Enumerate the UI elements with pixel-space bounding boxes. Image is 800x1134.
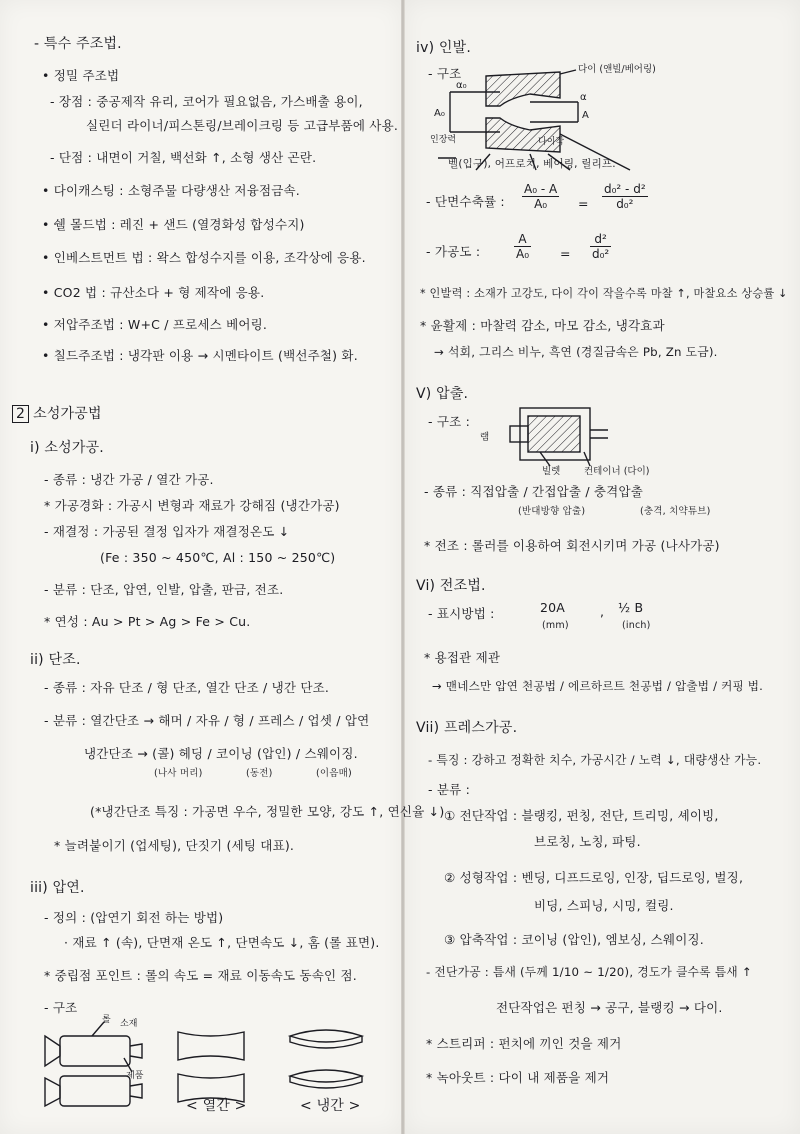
press-shear-note: 전단작업은 펀칭 → 공구, 블랭킹 → 다이. <box>496 1000 723 1015</box>
heading-extrusion: V) 압출. <box>416 386 469 402</box>
precision-disadvantages: - 단점 : 내면이 거칠, 백선화 ↑, 소형 생산 곤란. <box>50 150 317 165</box>
rolling-definition: - 정의 : (압연기 회전 하는 방법) <box>44 910 224 925</box>
lubricant: * 윤활제 : 마찰력 감소, 마모 감소, 냉각효과 <box>420 318 665 333</box>
pipe-manufacture-detail: → 맨네스만 압연 천공법 / 에르하르트 천공법 / 압출법 / 커핑 법. <box>432 679 764 693</box>
equals-sign-1: = <box>578 196 589 211</box>
press-shearing: ① 전단작업 : 블랭킹, 펀칭, 전단, 트리밍, 셰이빙, <box>444 808 719 823</box>
extrusion-diagram <box>480 406 660 476</box>
forging-extra: * 늘려붙이기 (업세팅), 단짓기 (세팅 대표). <box>54 838 295 853</box>
pipe-notation: - 표시방법 : <box>428 606 495 621</box>
product-label: 제품 <box>126 1071 144 1081</box>
die-label: 다이 (앤빌/베어링) <box>578 64 656 75</box>
force-label: 인장력 <box>430 135 457 145</box>
section-number: 2 <box>12 405 29 423</box>
rolling-detail: · 재료 ↑ (속), 단면재 온도 ↑, 단면속도 ↓, 홈 (롤 표면). <box>64 935 380 950</box>
area-ratio-label: - 단면수축률 : <box>426 194 505 209</box>
cold-forging-note-3: (이음매) <box>316 768 352 779</box>
section-title: 소성가공법 <box>33 406 102 422</box>
alpha-label: α <box>580 92 587 103</box>
lubricant-detail: → 석회, 그리스 비누, 흑연 (경질금속은 Pb, Zn 도금). <box>434 345 718 359</box>
p1-ductility: * 연성 : Au > Pt > Ag > Fe > Cu. <box>44 614 251 629</box>
heading-press: Vii) 프레스가공. <box>416 720 518 736</box>
pipe-comma: , <box>600 604 605 619</box>
press-class: - 분류 : <box>428 782 471 797</box>
forging-types: - 종류 : 자유 단조 / 형 단조, 열간 단조 / 냉간 단조. <box>44 680 330 695</box>
press-compression: ③ 압축작업 : 코이닝 (압인), 엠보싱, 스웨이징. <box>444 932 704 947</box>
p1-hardening: * 가공경화 : 가공시 변형과 재료가 강해짐 (냉간가공) <box>44 498 340 513</box>
billet-label: 빌렛 <box>542 466 561 477</box>
drawing-structure: - 구조 <box>428 66 462 81</box>
press-stripper: * 스트리퍼 : 펀치에 끼인 것을 제거 <box>426 1036 622 1051</box>
extrusion-types-note-1: (반대방향 압출) <box>518 506 586 517</box>
die-angle-label: 다이각 <box>538 137 565 147</box>
press-forming-2: 비딩, 스피닝, 시밍, 컬링. <box>534 898 674 913</box>
heading-forging: ii) 단조. <box>30 652 81 668</box>
item-die-casting: • 다이캐스팅 : 소형주물 다량생산 저융점금속. <box>42 183 300 198</box>
pipe-manufacture: * 용접관 제관 <box>424 650 501 665</box>
precision-advantages-2: 실린더 라이너/피스톤링/브레이크링 등 고급부품에 사용. <box>86 118 399 133</box>
item-chilled: • 칠드주조법 : 냉각판 이용 → 시멘타이트 (백선주철) 화. <box>42 348 358 363</box>
rolling-structure: - 구조 <box>44 1000 78 1015</box>
rolling-neutral-point: * 중립점 포인트 : 롤의 속도 = 재료 이동속도 동속인 점. <box>44 968 357 983</box>
a-label: A <box>582 110 589 121</box>
p1-types: - 종류 : 냉간 가공 / 열간 가공. <box>44 472 214 487</box>
extrusion-structure: - 구조 : <box>428 414 471 429</box>
heading-special-casting: - 특수 주조법. <box>34 36 122 52</box>
cold-forging: 냉간단조 → (콜) 헤딩 / 코이닝 (압인) / 스웨이징. <box>84 746 358 761</box>
press-shearing-2: 브로칭, 노칭, 파팅. <box>534 834 641 849</box>
p1-recryst-range: (Fe : 350 ~ 450℃, Al : 150 ~ 250℃) <box>100 550 336 565</box>
pipe-inch-unit: (inch) <box>622 620 651 631</box>
press-knockout: * 녹아웃트 : 다이 내 제품을 제거 <box>426 1070 610 1085</box>
press-shear-clearance: - 전단가공 : 틈새 (두께 1/10 ~ 1/20), 경도가 클수록 틈새 ↑ <box>426 965 752 979</box>
roll-label: 롤 <box>102 1015 111 1025</box>
heading-pipe: Vi) 전조법. <box>416 578 486 594</box>
extrusion-types: - 종류 : 직접압출 / 간접압출 / 충격압출 <box>424 484 644 499</box>
cold-forging-feature: (*냉간단조 특징 : 가공면 우수, 정밀한 모양, 강도 ↑, 연신율 ↓) <box>90 804 445 819</box>
heading-plastic-i: i) 소성가공. <box>30 440 104 456</box>
item-shell-mold: • 쉘 몰드법 : 레진 + 샌드 (열경화성 합성수지) <box>42 217 305 232</box>
p1-classification: - 분류 : 단조, 압연, 인발, 압출, 판금, 전조. <box>44 582 284 597</box>
item-precision-casting: • 정밀 주조법 <box>42 68 120 83</box>
page-fold <box>401 0 405 1134</box>
cold-forging-note-1: (나사 머리) <box>154 768 203 779</box>
area-ratio-fraction-2: $\frac{\text{d₀² - d²}}{\text{d₀²}}$ <box>604 182 646 211</box>
a0-label: A₀ <box>434 108 445 119</box>
press-forming: ② 성형작업 : 벤딩, 디프드로잉, 인장, 딥드로잉, 벌징, <box>444 870 744 885</box>
item-low-pressure: • 저압주조법 : W+C / 프로세스 베어링. <box>42 317 268 332</box>
precision-advantages-1: - 장점 : 중공제작 유리, 코어가 필요없음, 가스배출 용이, <box>50 94 363 109</box>
item-co2: • CO2 법 : 규산소다 + 형 제작에 응용. <box>42 285 265 300</box>
container-label: 컨테이너 (다이) <box>584 466 650 477</box>
draw-ratio-fraction-2: $\frac{\text{d²}}{\text{d₀²}}$ <box>592 232 610 261</box>
die-parts: 벨(입구), 어프로치, 베어링, 릴리프. <box>448 158 616 170</box>
press-feature: - 특징 : 강하고 정확한 치수, 가공시간 / 노력 ↓, 대량생산 가능. <box>428 753 762 767</box>
item-investment: • 인베스트먼트 법 : 왁스 합성수지를 이용, 조각상에 응용. <box>42 250 366 265</box>
heading-rolling: iii) 압연. <box>30 880 85 896</box>
area-ratio-fraction-1: $\frac{\text{A₀ - A}}{\text{A₀}}$ <box>524 182 558 211</box>
draw-ratio-label: - 가공도 : <box>426 244 481 259</box>
forging-classification: - 분류 : 열간단조 → 해머 / 자유 / 형 / 프레스 / 업셋 / 압연 <box>44 713 370 728</box>
extrusion-note: * 전조 : 롤러를 이용하여 회전시키며 가공 (나사가공) <box>424 538 720 553</box>
pipe-inch: ½ B <box>618 600 644 615</box>
draw-ratio-fraction-1: $\frac{A}{\text{A₀}}$ <box>516 232 530 261</box>
material-label: 소재 <box>120 1019 138 1029</box>
equals-sign-2: = <box>560 246 571 261</box>
pipe-mm-unit: (mm) <box>542 620 569 631</box>
heading-drawing: iv) 인발. <box>416 40 471 56</box>
p1-recrystallization: - 재결정 : 가공된 결정 입자가 재결정온도 ↓ <box>44 524 290 539</box>
cold-rolling-caption: < 냉간 > <box>300 1098 361 1114</box>
hot-rolling-caption: < 열간 > <box>186 1098 247 1114</box>
ram-label: 램 <box>480 432 490 443</box>
heading-plastic-working <box>12 406 102 422</box>
cold-forging-note-2: (동전) <box>246 768 273 779</box>
alpha0-label: α₀ <box>456 80 467 91</box>
drawing-force: * 인발력 : 소재가 고강도, 다이 각이 작을수록 마찰 ↑, 마찰요소 상승률 ↓ <box>420 287 788 300</box>
extrusion-types-note-2: (충격, 치약튜브) <box>640 506 711 517</box>
pipe-mm: 20A <box>540 600 566 615</box>
